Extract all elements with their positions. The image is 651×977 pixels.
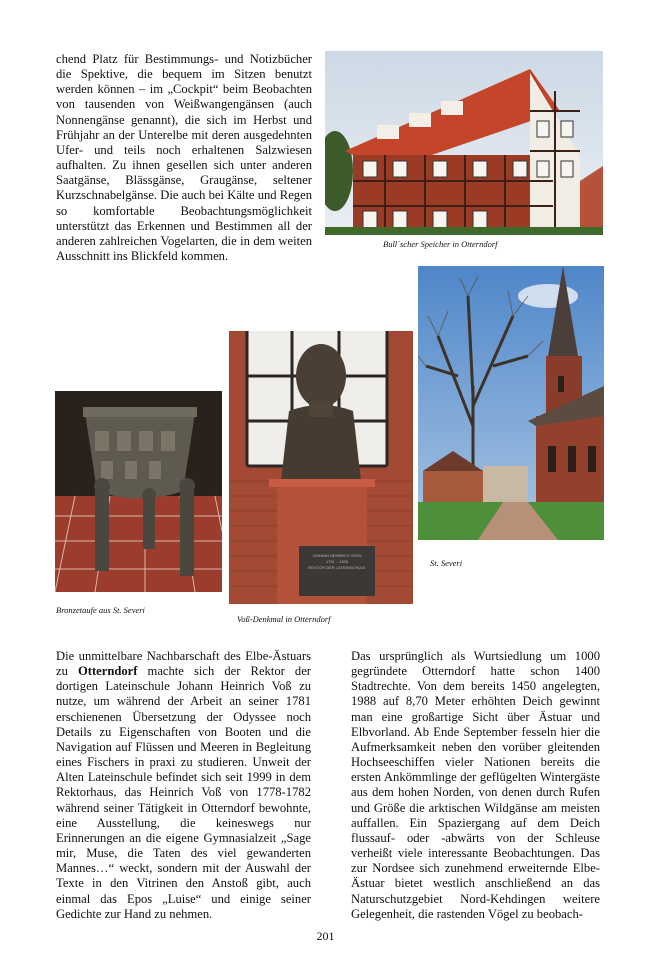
caption-speicher: Bull´scher Speicher in Otterndorf [383, 239, 498, 249]
column-left [56, 649, 311, 922]
caption-severi: St. Severi [430, 558, 463, 568]
otterndorf-bold: Otterndorf [77, 664, 138, 679]
caption-bronzetaufe: Bronzetaufe aus St. Severi [56, 605, 145, 615]
photo-voss-denkmal [229, 331, 413, 604]
paragraph-otterndorf: Das ursprünglich als Wurtsiedlung um 1000 gegründete Otterndorf hatte schon 1400 Stadtrechte. Von dem bereits 1450 angelegten, 1988 auf 8,70 Meter erhöhten Deich gewinnt man eine großartige Sicht über Ästuar und Elbvorland. Ab Ende September fesseln hier die Aufmerksamkeit neben den vorüber gleitenden Hochseeschiffen vieler Nationen bereits die ersten Ankömmlinge der geflügelten Wintergäste aus dem hohen Norden, von denen durch Rufen und Größe die arktischen Wildgänse am meisten auffallen. Ein Spaziergang auf dem Deich flussauf- oder -abwärts von der Schleuse verheißt viele interessante Beobachtungen. Das zur Nordsee sich zunehmend erweiternde Elbe- Ästuar bietet westlich anschließend an das Naturschutzgebiet Nord-Kehdingen weitere Gelegenheit, die rastenden Vögel zu beobach- [351, 649, 600, 921]
photo-bronzetaufe [55, 391, 222, 592]
speicher-image [325, 51, 603, 235]
paragraph-voss-start: Die unmittelbare Nachbarschaft des Elbe-Ästuars zu [56, 649, 311, 679]
plaque-line-role: REKTOR DER LATEINSCHULE [308, 565, 366, 570]
photo-st-severi [418, 266, 604, 540]
plaque-line-dates: 1751 – 1826 [325, 559, 349, 564]
page-number: 201 [316, 929, 335, 943]
intro-paragraph [56, 52, 312, 264]
severi-image [418, 266, 604, 540]
paragraph-voss [56, 649, 311, 922]
photo-bullscher-speicher [325, 51, 603, 235]
bronzetaufe-image [55, 391, 222, 592]
intro-text: chend Platz für Bestimmungs- und Notizbücher die Spektive, die bequem im Sitzen benutzt werden können – im „Cockpit“ beim Beobachten von tausenden von Weißwangengänsen (auch Nonnengänse genannt), die sich im Herbst und Frühjahr an der Unterelbe mit deren ausgedehnten Ufer- und teils noch erhaltenen Salzwiesen aufhalten. Zu ihnen gesellen sich unter anderen Saatgänse, Blässgänse, Graugänse, seltener Kurzschnabelgänse. Die auch bei Kälte und Regen so komfortable Beobachtungsmöglichkeit unterstützt das Erkennen und Bestimmen all der anderen zahlreichen Vogelarten, die in dem weiten Ausschnitt ins Blickfeld kommen. [56, 52, 312, 264]
caption-voss: Voß-Denkmal in Otterndorf [237, 614, 331, 624]
paragraph-voss-rest: machte sich der Rektor der dortigen Lateinschule Johann Heinrich Voß zu nutze, um während der Arbeit an seiner 1781 erschienenen Übersetzung der Odyssee noch Details zu Eigenschaften von Booten und die Navigation auf Flüssen und Meeren in Begleitung eines Fischers in praxi zu studieren. Unweit der Alten Lateinschule befindet sich seit 1999 in dem Rektorhaus, das Heinrich Voß von 1778-1782 während seiner Tätigkeit in Otterndorf bewohnte, eine Ausstellung, die keineswegs nur Erinnerungen an die eigene Gymnasialzeit „Sage mir, Muse, die Taten des viel gewanderten Mannes…“ weckt, sondern mit der Auswahl der Texte in den Vitrinen den Anstoß gibt, auch einmal das Epos „Luise“ und einige seiner Gedichte zur Hand zu nehmen. [56, 664, 311, 921]
plaque-text [299, 553, 375, 571]
column-right [351, 649, 600, 922]
plaque-line-name: JOHANN HEINRICH VOSS [312, 553, 362, 558]
